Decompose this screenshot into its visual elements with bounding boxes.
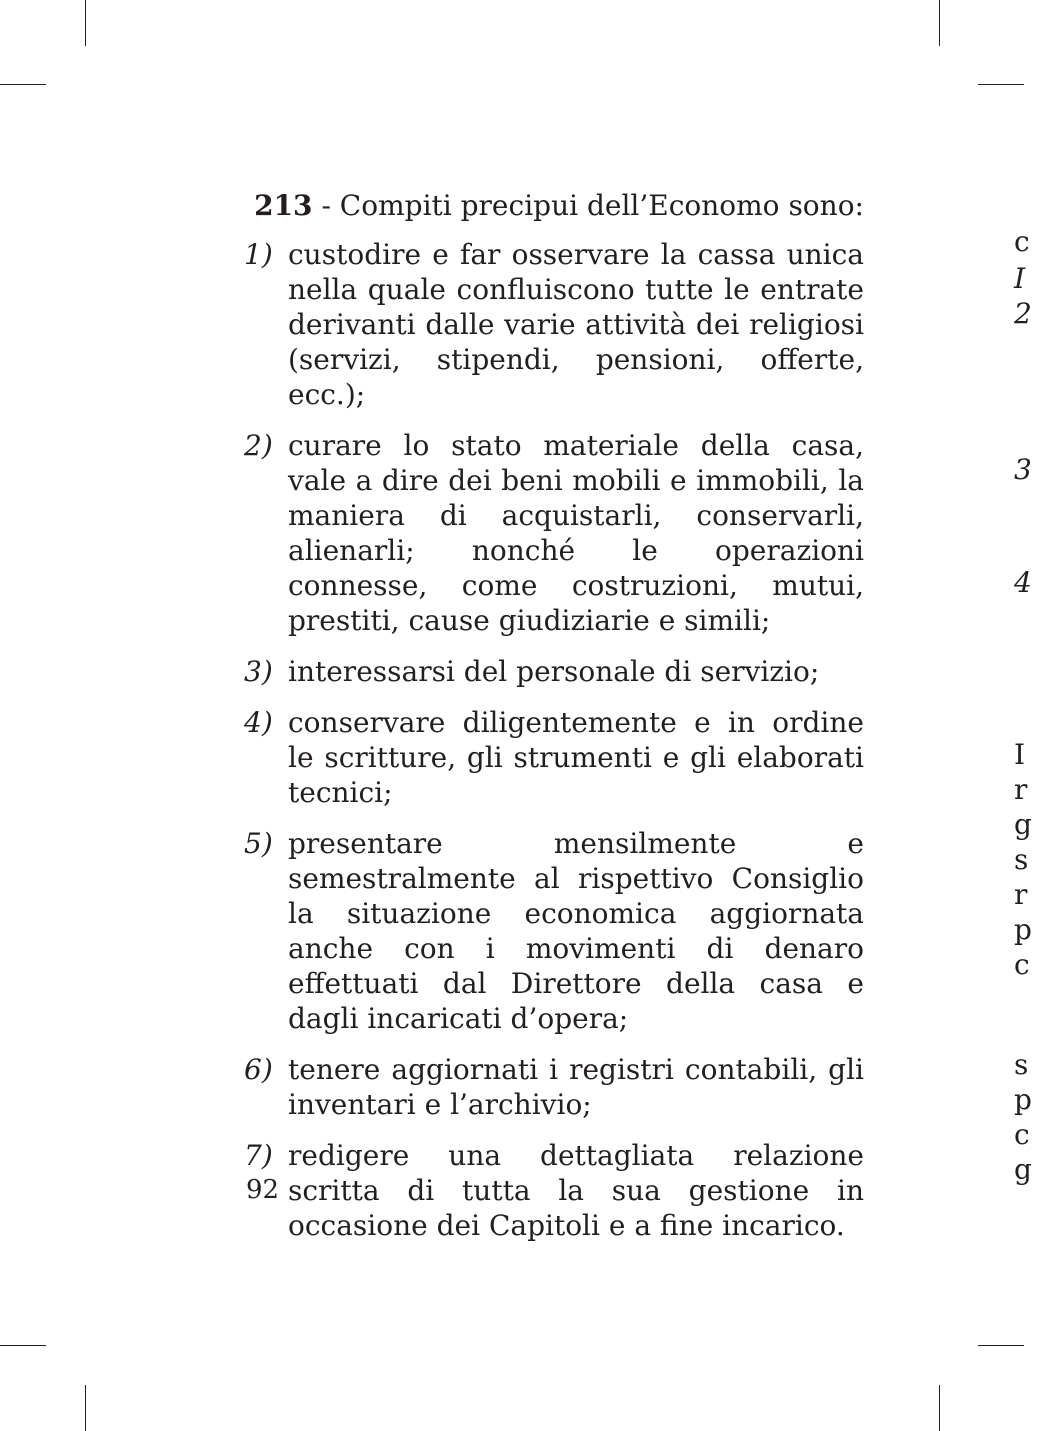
- item-text: tenere aggiornati i registri contabili, gli inventari e l’archivio;: [288, 1053, 864, 1121]
- section-number: 213: [254, 189, 313, 222]
- list-item: [244, 826, 864, 1036]
- fragment: c: [1014, 948, 1030, 981]
- section-title: - Compiti precipui dell’Economo sono:: [312, 189, 864, 222]
- page-number: 92: [246, 1175, 280, 1205]
- page-content: [244, 188, 864, 1259]
- adjacent-page-edge: [1012, 0, 1042, 1431]
- item-text: custodire e far osservare la cassa unica nella quale confluiscono tutte le entrate derivanti dalle varie attività dei religiosi (servizi, stipendi, pensioni, offerte, ecc.);: [288, 238, 864, 411]
- fragment: 4: [1014, 566, 1032, 599]
- fragment: s: [1014, 843, 1029, 876]
- fragment: 2: [1014, 297, 1032, 330]
- list-item: [244, 654, 864, 689]
- fragment: I: [1014, 738, 1026, 771]
- list-item: [244, 1138, 864, 1243]
- fragment: g: [1014, 1153, 1032, 1186]
- fragment: c: [1014, 225, 1030, 258]
- crop-mark: [85, 0, 86, 46]
- item-number: 1): [244, 238, 273, 271]
- fragment: p: [1014, 913, 1032, 946]
- fragment: s: [1014, 1048, 1029, 1081]
- crop-mark: [939, 1385, 940, 1431]
- item-text: interessarsi del personale di servizio;: [288, 655, 820, 688]
- item-text: redigere una dettagliata relazione scritta di tutta la sua gestione in occasione dei Capitoli e a fine incarico.: [288, 1139, 864, 1242]
- fragment: g: [1014, 808, 1032, 841]
- duties-list: [244, 237, 864, 1243]
- item-number: 5): [244, 827, 273, 860]
- fragment: 3: [1014, 453, 1032, 486]
- item-number: 7): [244, 1139, 273, 1172]
- list-item: [244, 237, 864, 412]
- crop-mark: [0, 84, 46, 85]
- item-text: presentare mensilmente e semestralmente al rispettivo Consiglio la situazione economica aggiornata anche con i movimenti di denaro effettuati dal Direttore della casa e dagli incaricati d’opera;: [288, 827, 864, 1035]
- fragment: c: [1014, 1118, 1030, 1151]
- fragment: r: [1014, 878, 1028, 911]
- item-number: 6): [244, 1053, 273, 1086]
- fragment: r: [1014, 773, 1028, 806]
- item-number: 4): [244, 706, 273, 739]
- list-item: [244, 1052, 864, 1122]
- section-heading: [244, 188, 864, 223]
- fragment: p: [1014, 1083, 1032, 1116]
- item-number: 2): [244, 429, 273, 462]
- item-text: curare lo stato materiale della casa, vale a dire dei beni mobili e immobili, la maniera di acquistarli, conservarli, alienarli; nonché le operazioni connesse, come costruzioni, mutui, prestiti, cause giudiziarie e simili;: [288, 429, 864, 637]
- crop-mark: [85, 1385, 86, 1431]
- list-item: [244, 705, 864, 810]
- crop-mark: [0, 1345, 46, 1346]
- list-item: [244, 428, 864, 638]
- item-text: conservare diligentemente e in ordine le scritture, gli strumenti e gli elaborati tecnici;: [288, 706, 864, 809]
- item-number: 3): [244, 655, 273, 688]
- fragment: I: [1014, 262, 1026, 295]
- crop-mark: [939, 0, 940, 46]
